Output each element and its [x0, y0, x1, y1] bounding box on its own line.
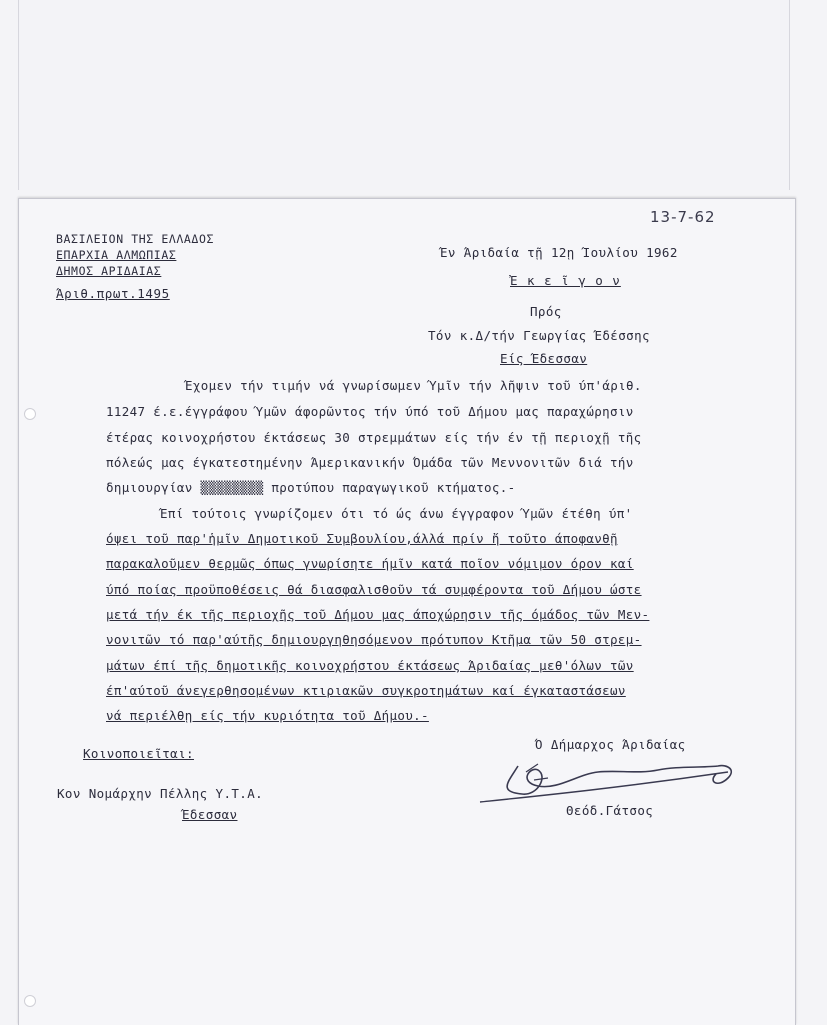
- place-date: Έν Άριδαία τῇ 12ῃ Ίουλίου 1962: [440, 245, 678, 260]
- body-line: παρακαλοῦμεν θερμῶς όπως γνωρίσητε ήμῖν κατά ποῖον νόμιμον όρον καί: [106, 556, 634, 571]
- body-line: πόλεώς μας έγκατεστημένην Άμερικανικήν Όμάδα τῶν Μεννονιτῶν διά τήν: [106, 455, 634, 470]
- body-line: ύπό ποίας προϋποθέσεις θά διασφαλισθοῦν τά συμφέροντα τοῦ Δήμου ώστε: [106, 582, 642, 597]
- sender-line-3: ΔΗΜΟΣ ΑΡΙΔΑΙΑΣ: [56, 264, 162, 278]
- protocol-number: Άριθ.πρωτ.1495: [56, 286, 170, 301]
- recipient: Τόν κ.Δ/τήν Γεωργίας Έδέσσης: [428, 328, 650, 343]
- body-line: νονιτῶν τό παρ'αύτῆς δημιουργηθησόμενον πρότυπον Κτῆμα τῶν 50 στρεμ-: [106, 632, 642, 647]
- mayor-name: Θεόδ.Γάτσος: [566, 803, 654, 818]
- body-line: Έχομεν τήν τιμήν νά γνωρίσωμεν Ύμῖν τήν λῆψιν τοῦ ύπ'άριθ.: [185, 378, 642, 393]
- body-line: μάτων έπί τῆς δημοτικῆς κοινοχρήστου έκτάσεως Άριδαίας μεθ'όλων τῶν: [106, 658, 634, 673]
- body-line: Έπί τούτοις γνωρίζομεν ότι τό ώς άνω έγγραφον Ύμῶν έτέθη ύπ': [160, 506, 633, 521]
- handwritten-date: 13-7-62: [650, 208, 716, 226]
- cc-label: Κοινοποιεῖται:: [83, 746, 194, 761]
- recipient-city: Είς Έδεσσαν: [500, 351, 588, 366]
- sender-line-1: ΒΑΣΙΛΕΙΟΝ ΤΗΣ ΕΛΛΑΔΟΣ: [56, 232, 214, 246]
- cc-line-2: Έδεσσαν: [182, 807, 238, 822]
- body-line: δημιουργίαν ▒▒▒▒▒▒▒▒ προτύπου παραγωγικοῦ κτήματος.-: [106, 480, 516, 495]
- body-line: μετά τήν έκ τῆς περιοχῆς τοῦ Δήμου μας άποχώρησιν τῆς όμάδος τῶν Μεν-: [106, 607, 650, 622]
- punch-hole-bottom: [24, 995, 36, 1007]
- punch-hole-top: [24, 408, 36, 420]
- body-line: 11247 έ.ε.έγγράφου Ύμῶν άφορῶντος τήν ύπό τοῦ Δήμου μας παραχώρησιν: [106, 404, 634, 419]
- cc-line-1: Κον Νομάρχην Πέλλης Υ.Τ.Α.: [57, 786, 264, 801]
- previous-page-sheet: [18, 0, 790, 190]
- to-label: Πρός: [530, 304, 562, 319]
- body-line: έπ'αύτοῦ άνεγερθησομένων κτιριακῶν συγκροτημάτων καί έγκαταστάσεων: [106, 683, 626, 698]
- mayor-title: Ό Δήμαρχος Άριδαίας: [535, 737, 686, 752]
- body-line: έτέρας κοινοχρήστου έκτάσεως 30 στρεμμάτων είς τήν έν τῇ περιοχῇ τῆς: [106, 430, 642, 445]
- sender-line-2: ΕΠΑΡΧΙΑ ΑΛΜΩΠΙΑΣ: [56, 248, 177, 262]
- subject-label: Ἐ κ ε ῖ γ ο ν: [510, 273, 621, 288]
- body-line: όψει τοῦ παρ'ἡμῖν Δημοτικοῦ Συμβουλίου,άλλά πρίν ἤ τοῦτο άποφανθῇ: [106, 531, 618, 546]
- body-line: νά περιέλθῃ είς τήν κυριότητα τοῦ Δήμου.-: [106, 708, 429, 723]
